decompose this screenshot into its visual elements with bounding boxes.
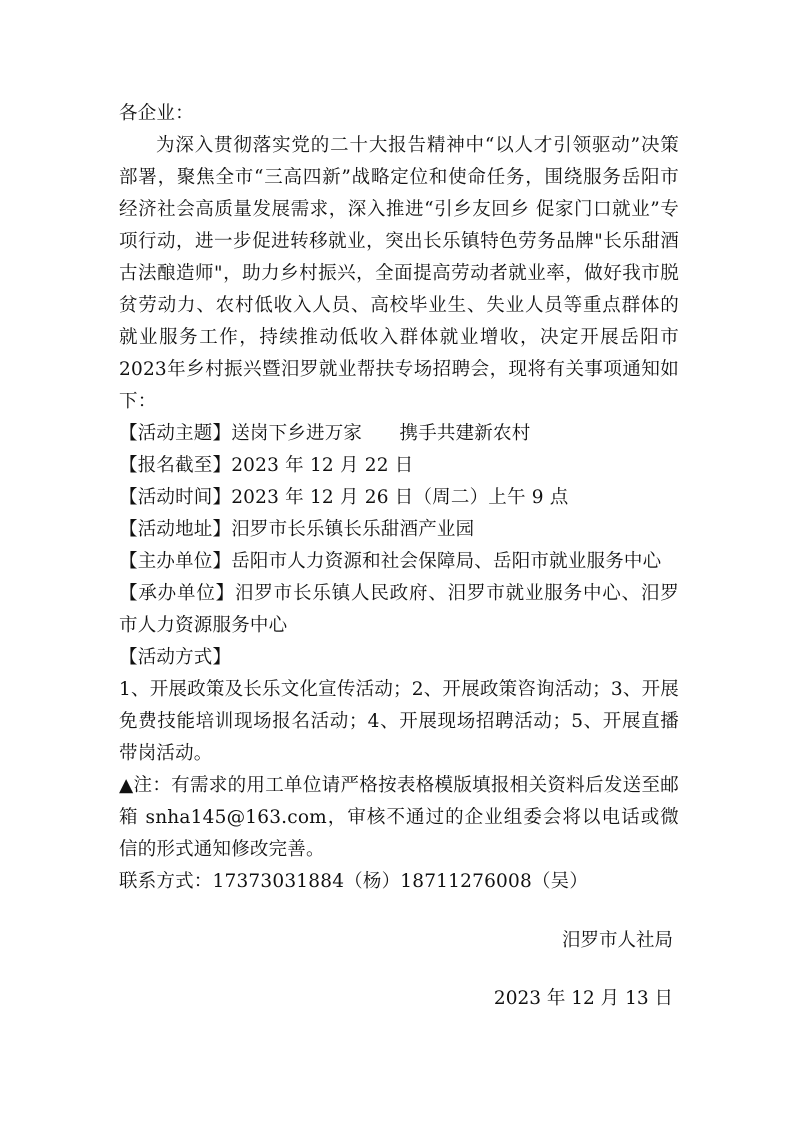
signature-org: 汨罗市人社局: [561, 930, 673, 951]
item-label: 【报名截至】: [119, 455, 232, 476]
item-time: [119, 482, 679, 514]
item-deadline: [119, 450, 679, 482]
item-label: 【活动地址】: [119, 519, 232, 540]
item-value: 2023 年 12 月 26 日（周二）上午 9 点: [231, 487, 569, 508]
item-value: 2023 年 12 月 22 日: [231, 455, 414, 476]
notice-body: [119, 98, 679, 898]
salutation: 各企业：: [119, 103, 194, 124]
item-organizer: [119, 546, 679, 578]
item-address: [119, 514, 679, 546]
contact-line: 联系方式：17373031884（杨）18711276008（吴）: [119, 871, 589, 892]
item-label: 【主办单位】: [119, 551, 232, 572]
item-value: 汨罗市长乐镇长乐甜酒产业园: [231, 519, 475, 540]
activity-text: 1、开展政策及长乐文化宣传活动；2、开展政策咨询活动；3、开展免费技能培训现场报名活动；4、开展现场招聘活动；5、开展直播带岗活动。: [119, 679, 679, 764]
item-value: 岳阳市人力资源和社会保障局、岳阳市就业服务中心: [231, 551, 662, 572]
item-label: 【活动主题】: [119, 423, 232, 444]
item-value: 汨罗市长乐镇人民政府、汨罗市就业服务中心、汨罗市人力资源服务中心: [119, 583, 679, 636]
activity-heading: 【活动方式】: [119, 647, 232, 668]
intro-paragraph: 为深入贯彻落实党的二十大报告精神中“以人才引领驱动”决策部署，聚焦全市“三高四新”战略定位和使命任务，围绕服务岳阳市经济社会高质量发展需求，深入推进“引乡友回乡 促家门口就业”专项行动，进一步促进转移就业，突出长乐镇特色劳务品牌"长乐甜酒古法酿造师"，助力乡村振兴，全面提高劳动者就业率，做好我市脱贫劳动力、农村低收入人员、高校毕业生、失业人员等重点群体的就业服务工作，持续推动低收入群体就业增收，决定开展岳阳市2023年乡村振兴暨汨罗就业帮扶专场招聘会，现将有关事项通知如下：: [119, 135, 679, 412]
note-paragraph: ▲注：有需求的用工单位请严格按表格模版填报相关资料后发送至邮箱 snha145@163.com，审核不通过的企业组委会将以电话或微信的形式通知修改完善。: [119, 775, 679, 860]
item-label: 【活动时间】: [119, 487, 232, 508]
item-label: 【承办单位】: [119, 583, 235, 604]
item-co-organizer: [119, 578, 679, 642]
signature-date: 2023 年 12 月 13 日: [493, 988, 673, 1009]
item-value: 送岗下乡进万家 携手共建新农村: [231, 423, 531, 444]
item-theme: [119, 418, 679, 450]
